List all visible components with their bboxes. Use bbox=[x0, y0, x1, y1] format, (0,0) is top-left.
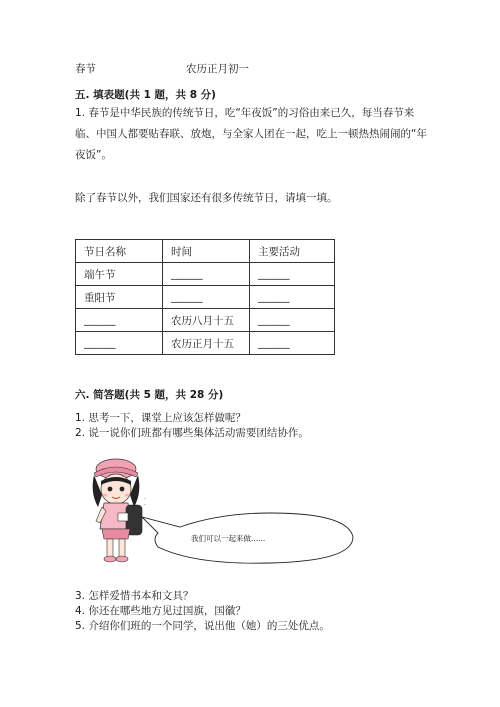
table-row bbox=[76, 309, 335, 332]
girl-figure bbox=[93, 459, 146, 562]
table-cell-blank[interactable]: ______ bbox=[76, 309, 163, 332]
festival-date: 农历正月初一 bbox=[186, 63, 249, 75]
table-header-cell: 主要活动 bbox=[250, 240, 335, 263]
table-header-cell: 节日名称 bbox=[76, 240, 163, 263]
table-cell: 农历正月十五 bbox=[163, 332, 250, 355]
table-cell-blank[interactable]: ______ bbox=[250, 286, 335, 309]
festival-name: 春节 bbox=[75, 63, 96, 75]
section-5-title: 五. 填表题(共 1 题，共 8 分) bbox=[75, 89, 216, 101]
svg-text:·: · bbox=[144, 496, 146, 503]
table-cell-blank[interactable]: ______ bbox=[76, 332, 163, 355]
girl-speech-illustration bbox=[80, 455, 370, 575]
table-cell: 重阳节 bbox=[76, 286, 163, 309]
table-cell-blank[interactable]: ______ bbox=[250, 309, 335, 332]
table-cell: 端午节 bbox=[76, 263, 163, 286]
table-row bbox=[76, 286, 335, 309]
speech-bubble-text: 我们可以一起来做...... bbox=[191, 534, 266, 543]
table-header-cell: 时间 bbox=[163, 240, 250, 263]
question-5: 5. 介绍你们班的一个同学，说出他（她）的三处优点。 bbox=[75, 620, 330, 632]
question-3: 3. 怎样爱惜书本和文具？ bbox=[75, 590, 194, 602]
question-1: 1. 思考一下，课堂上应该怎样做呢？ bbox=[75, 412, 246, 424]
table-cell: 农历八月十五 bbox=[163, 309, 250, 332]
table-row bbox=[76, 332, 335, 355]
table-cell-blank[interactable]: ______ bbox=[250, 332, 335, 355]
section-6-title: 六. 简答题(共 5 题，共 28 分) bbox=[75, 389, 224, 401]
svg-text:·: · bbox=[144, 502, 146, 509]
table-cell-blank[interactable]: ______ bbox=[163, 263, 250, 286]
section-5-paragraph: 1. 春节是中华民族的传统节日，吃“年夜饭”的习俗由来已久，每当春节来临、中国人都要贴春联、放炮，与全家人团在一起，吃上一顿热热闹闹的“年夜饭”。 bbox=[75, 107, 427, 161]
table-header-row bbox=[76, 240, 335, 263]
question-2: 2. 说一说你们班都有哪些集体活动需要团结协作。 bbox=[75, 427, 309, 439]
table-cell-blank[interactable]: ______ bbox=[250, 263, 335, 286]
section-5-instruction: 除了春节以外，我们国家还有很多传统节日，请填一填。 bbox=[75, 192, 338, 204]
question-4: 4. 你还在哪些地方见过国旗，国徽？ bbox=[75, 605, 246, 617]
table-row bbox=[76, 263, 335, 286]
table-cell-blank[interactable]: ______ bbox=[163, 286, 250, 309]
festival-table bbox=[75, 239, 335, 355]
